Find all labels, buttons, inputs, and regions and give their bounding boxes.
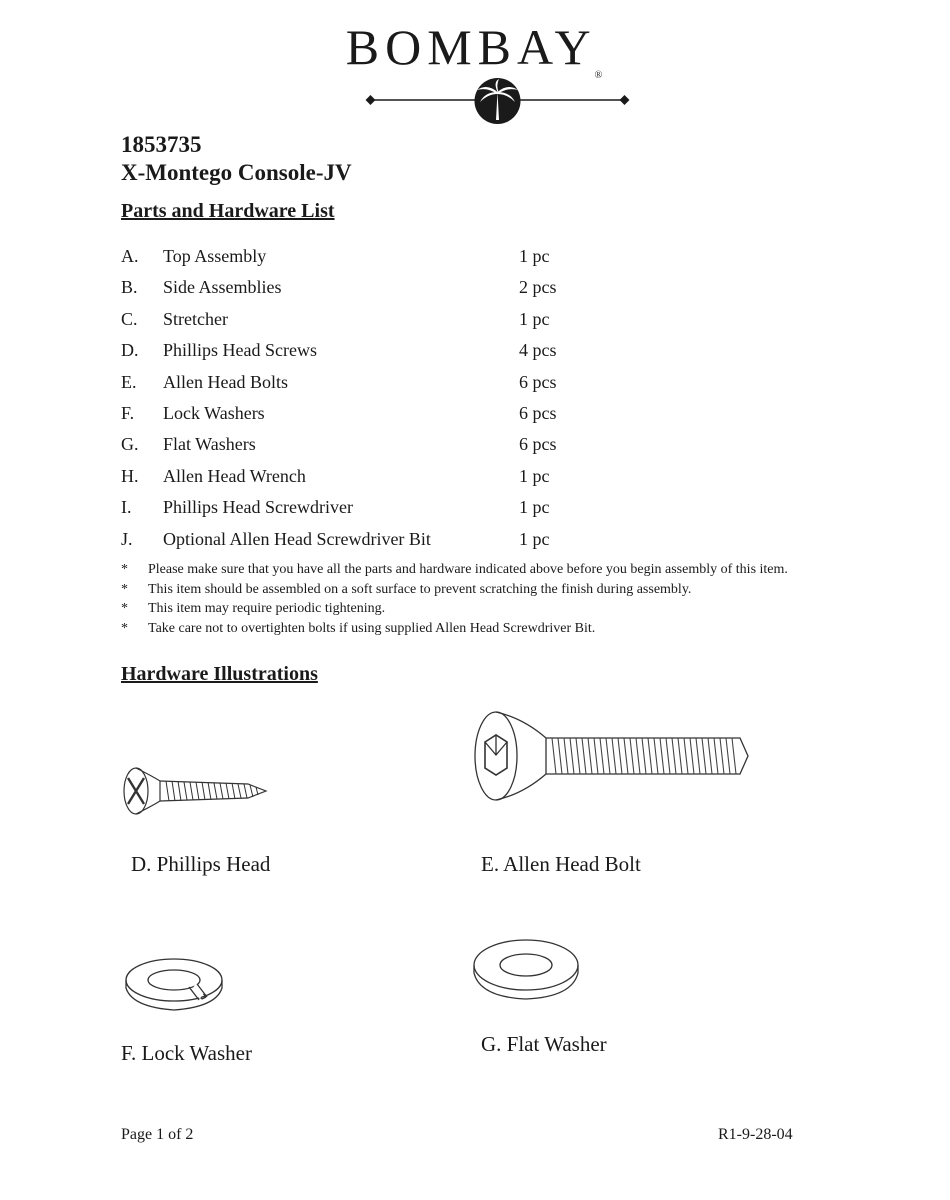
caption-lock-washer: F. Lock Washer	[121, 1041, 252, 1065]
part-quantity: 1 pc	[519, 528, 550, 549]
part-name: Side Assemblies	[163, 277, 282, 298]
allen-head-bolt-icon	[475, 712, 748, 800]
part-quantity: 2 pcs	[519, 277, 557, 298]
note-text: This item should be assembled on a soft surface to prevent scratching the finish during assembly.	[148, 581, 692, 597]
part-name: Lock Washers	[163, 402, 265, 423]
part-letter: G.	[121, 434, 139, 455]
part-name: Optional Allen Head Screwdriver Bit	[163, 528, 431, 549]
brand-name: BOMBAY	[345, 19, 597, 75]
part-quantity: 4 pcs	[519, 340, 557, 361]
part-quantity: 1 pc	[519, 246, 550, 266]
part-letter: J.	[121, 528, 133, 549]
part-quantity: 6 pcs	[519, 434, 557, 455]
note-bullet: *	[121, 562, 128, 577]
part-name: Allen Head Wrench	[163, 465, 306, 486]
part-quantity: 6 pcs	[519, 402, 557, 423]
part-letter: B.	[121, 277, 138, 298]
caption-flat-washer: G. Flat Washer	[481, 1032, 607, 1056]
part-letter: C.	[121, 308, 138, 329]
caption-phillips-head: D. Phillips Head	[131, 852, 271, 876]
hardware-illustrations-title: Hardware Illustrations	[121, 663, 318, 685]
brand-logo	[0, 19, 950, 81]
item-number: 1853735	[121, 132, 202, 157]
part-letter: D.	[121, 340, 139, 361]
part-letter: E.	[121, 371, 137, 392]
part-letter: I.	[121, 497, 132, 518]
note-text: This item may require periodic tightening.	[148, 601, 386, 616]
note-bullet: *	[121, 581, 128, 597]
note-text: Please make sure that you have all the parts and hardware indicated above before you begin assembly of this item.	[148, 562, 788, 577]
parts-list-title: Parts and Hardware List	[121, 200, 335, 222]
part-letter: A.	[121, 246, 139, 266]
flat-washer-icon	[470, 935, 582, 1007]
item-name: X-Montego Console-JV	[121, 160, 352, 185]
part-name: Flat Washers	[163, 434, 256, 455]
page-number: Page 1 of 2	[121, 1126, 194, 1143]
part-name: Phillips Head Screwdriver	[163, 497, 353, 518]
part-letter: H.	[121, 465, 139, 486]
revision-code: R1-9-28-04	[718, 1126, 793, 1143]
part-quantity: 1 pc	[519, 497, 550, 518]
part-quantity: 1 pc	[519, 465, 550, 486]
part-letter: F.	[121, 402, 135, 423]
part-name: Stretcher	[163, 308, 228, 329]
part-name: Top Assembly	[163, 246, 267, 266]
note-bullet: *	[121, 601, 128, 616]
lock-washer-icon	[120, 953, 230, 1017]
part-quantity: 1 pc	[519, 308, 550, 329]
caption-allen-head-bolt: E. Allen Head Bolt	[481, 852, 641, 876]
registered-mark: ®	[594, 70, 603, 81]
palm-tree-emblem-icon	[365, 70, 630, 126]
note-bullet: *	[121, 620, 128, 636]
part-name: Allen Head Bolts	[163, 371, 288, 392]
part-quantity: 6 pcs	[519, 371, 557, 392]
bolt-thread-lines	[552, 738, 736, 774]
note-text: Take care not to overtighten bolts if using supplied Allen Head Screwdriver Bit.	[148, 620, 596, 636]
phillips-screw-icon	[118, 762, 273, 820]
part-name: Phillips Head Screws	[163, 340, 317, 361]
